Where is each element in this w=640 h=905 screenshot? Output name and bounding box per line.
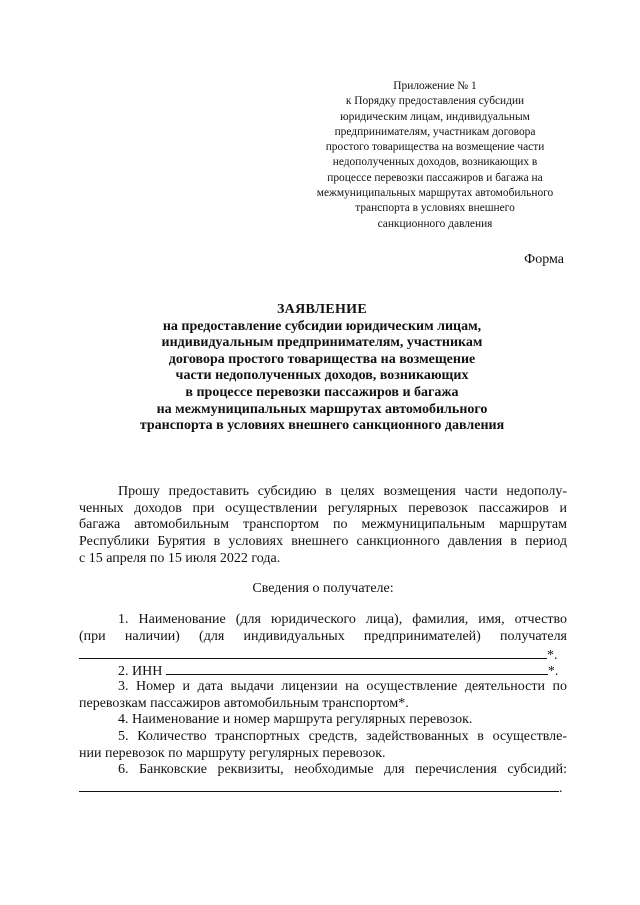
document-body: [79, 484, 567, 796]
bank-details-field[interactable]: [79, 779, 559, 792]
appendix-line: транспорта в условиях внешнего: [355, 202, 515, 215]
appendix-line: процессе перевозки пассажиров и багажа на: [327, 171, 543, 184]
appendix-line: к Порядку предоставления субсидии: [345, 95, 525, 108]
item-3-line: 3. Номер и дата выдачи лицензии на осуществление деятельности по: [118, 678, 567, 694]
title-line: на межмуниципальных маршрутах автомобильного: [156, 401, 488, 417]
title-line: в процессе перевозки пассажиров и багажа: [185, 384, 459, 400]
request-line: багажа автомобильным транспортом по межмуниципальным маршрутам: [79, 517, 567, 533]
item-4-line: 4. Наименование и номер маршрута регулярных перевозок.: [118, 712, 473, 728]
request-line: Республики Бурятия в условиях внешнего санкционного давления в период: [79, 534, 567, 550]
item-1-field-row: [79, 646, 567, 663]
item-5-line: нии перевозок по маршруту регулярных перевозок.: [79, 745, 386, 761]
inn-label: 2. ИНН: [118, 664, 163, 680]
spacer: [79, 598, 567, 612]
title-line: части недополученных доходов, возникающих: [175, 368, 469, 384]
appendix-line: межмуниципальных маршрутах автомобильного: [316, 187, 554, 200]
inn-field[interactable]: [166, 662, 548, 675]
request-line: Прошу предоставить субсидию в целях возмещения части недополу-: [118, 484, 567, 499]
field-suffix: *.: [547, 647, 558, 663]
spacer: [79, 567, 567, 581]
appendix-header: [294, 79, 576, 232]
title-line: договора простого товарищества на возмещение: [168, 351, 476, 367]
appendix-line: простого товарищества на возмещение части: [325, 141, 545, 154]
title-line: индивидуальным предпринимателям, участникам: [161, 335, 483, 351]
appendix-line: Приложение № 1: [393, 80, 477, 92]
appendix-line: санкционного давления: [377, 217, 493, 230]
appendix-line: предпринимателям, участникам договора: [334, 125, 536, 138]
form-label: Форма: [524, 252, 564, 267]
appendix-line: юридическим лицам, индивидуальным: [340, 110, 530, 123]
item-6-line: 6. Банковские реквизиты, необходимые для перечисления субсидий:: [118, 762, 567, 778]
item-2-row: [79, 662, 567, 679]
item-1-line: (при наличии) (для индивидуальных предпринимателей) получателя: [79, 628, 567, 644]
request-line: с 15 апреля по 15 июля 2022 года.: [79, 550, 281, 566]
field-suffix: .: [559, 781, 563, 796]
title-line: на предоставление субсидии юридическим лицам,: [162, 318, 482, 334]
recipient-heading: Сведения о получателе:: [252, 581, 394, 597]
document-title: [80, 302, 564, 435]
appendix-line: недополученных доходов, возникающих в: [332, 156, 538, 169]
item-3-line: перевозкам пассажиров автомобильным транспортом*.: [79, 695, 409, 711]
recipient-name-field[interactable]: [79, 646, 547, 659]
item-1-line: 1. Наименование (для юридического лица), фамилия, имя, отчество: [118, 612, 567, 628]
title-main: ЗАЯВЛЕНИЕ: [276, 302, 367, 317]
request-line: ченных доходов при осуществлении регулярных перевозок пассажиров и: [79, 500, 567, 516]
item-5-line: 5. Количество транспортных средств, задействованных в осуществле-: [118, 728, 567, 744]
item-6-field-row: [79, 779, 567, 796]
field-suffix: *.: [547, 664, 559, 680]
title-line: транспорта в условиях внешнего санкционного давления: [139, 418, 505, 434]
